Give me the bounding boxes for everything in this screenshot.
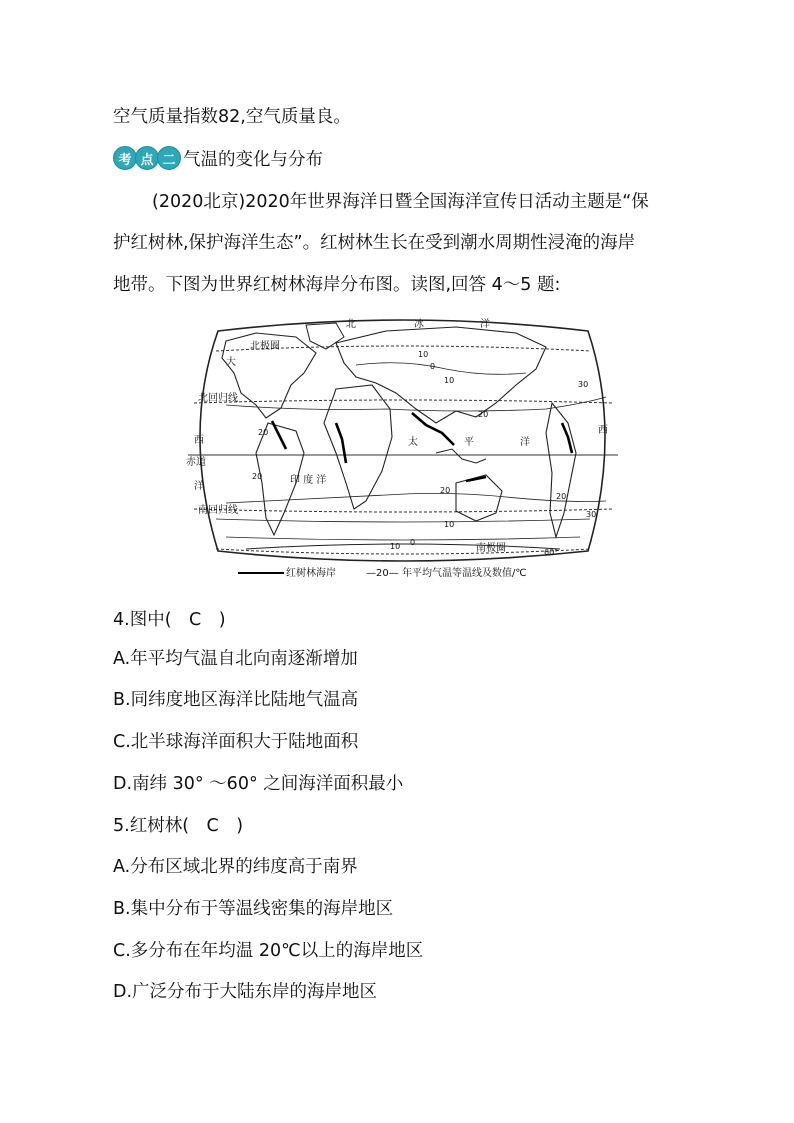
iso-num-s0: 0 bbox=[410, 538, 416, 547]
question-5-stem: 5.红树林( C ) bbox=[113, 816, 244, 836]
badge-char-kao: 考 bbox=[113, 146, 137, 170]
iso-num-n0: 0 bbox=[430, 362, 436, 371]
label-arctic-circle: 北极圈 bbox=[250, 341, 280, 352]
passage-line-3: 地带。下图为世界红树林海岸分布图。读图,回答 4～5 题: bbox=[113, 275, 561, 295]
badge-char-er: 二 bbox=[157, 146, 181, 170]
question-4-option-c: C.北半球海洋面积大于陆地面积 bbox=[113, 732, 359, 752]
label-north-ice-1: 北 bbox=[346, 319, 356, 330]
question-4-stem: 4.图中( C ) bbox=[113, 610, 226, 630]
question-5-option-c: C.多分布在年均温 20℃以上的海岸地区 bbox=[113, 941, 424, 961]
iso-num-s10b: 10 bbox=[390, 542, 401, 551]
legend-isotherm: 年平均气温等温线及数值/℃ bbox=[402, 568, 527, 579]
passage-line-1: (2020北京)2020年世界海洋日暨全国海洋宣传日活动主题是“保 bbox=[152, 192, 649, 212]
question-4-option-a: A.年平均气温自北向南逐渐增加 bbox=[113, 649, 358, 669]
section-heading bbox=[113, 144, 323, 172]
label-north-ice-2: 冰 bbox=[414, 319, 424, 330]
iso-num-n20b: 20 bbox=[258, 428, 269, 437]
question-5-option-d: D.广泛分布于大陆东岸的海岸地区 bbox=[113, 982, 378, 1002]
label-xi-left: 西 bbox=[194, 435, 204, 446]
label-xi-right: 西 bbox=[598, 425, 608, 436]
legend-isotherm-mark: —20— bbox=[366, 568, 399, 579]
label-pacific-3: 洋 bbox=[520, 437, 530, 448]
label-tropic-capricorn: 南回归线 bbox=[198, 505, 238, 516]
passage-line-2: 护红树林,保护海洋生态”。红树林生长在受到潮水周期性浸淹的海岸 bbox=[113, 233, 636, 253]
section-title: 气温的变化与分布 bbox=[183, 149, 323, 170]
label-pacific-1: 太 bbox=[408, 437, 418, 448]
label-north-ice-3: 洋 bbox=[480, 319, 490, 330]
iso-num-s20b: 20 bbox=[440, 486, 451, 495]
question-4-option-b: B.同纬度地区海洋比陆地气温高 bbox=[113, 690, 359, 710]
question-4-option-d: D.南纬 30° ～60° 之间海洋面积最小 bbox=[113, 774, 404, 794]
iso-num-n20a: 20 bbox=[478, 410, 489, 419]
iso-num-s30: 30 bbox=[586, 510, 597, 519]
iso-num-n10a: 10 bbox=[418, 350, 429, 359]
label-antarctic-circle: 南极圈 bbox=[476, 543, 506, 554]
iso-num-s20a: 20 bbox=[252, 472, 263, 481]
iso-num-s60: 60° bbox=[544, 548, 559, 557]
iso-num-s20c: 20 bbox=[556, 492, 567, 501]
label-tropic-cancer: 北回归线 bbox=[198, 393, 238, 404]
label-yang-left: 洋 bbox=[194, 481, 204, 492]
intro-line: 空气质量指数82,空气质量良。 bbox=[113, 107, 351, 127]
label-equator: 赤道 bbox=[186, 457, 206, 468]
label-indian-ocean: 印 度 洋 bbox=[290, 475, 327, 486]
question-5-option-b: B.集中分布于等温线密集的海岸地区 bbox=[113, 899, 394, 919]
label-pacific-2: 平 bbox=[464, 437, 474, 448]
question-5-option-a: A.分布区域北界的纬度高于南界 bbox=[113, 857, 358, 877]
legend-mangrove: 红树林海岸 bbox=[286, 568, 336, 579]
iso-num-s10: 10 bbox=[444, 520, 455, 529]
iso-num-n10b: 10 bbox=[444, 376, 455, 385]
iso-num-n30a: 30 bbox=[578, 380, 589, 389]
badge-char-dian: 点 bbox=[135, 146, 159, 170]
mangrove-world-map bbox=[186, 313, 620, 583]
kaodian-badge bbox=[113, 146, 179, 170]
label-da: 大 bbox=[226, 357, 236, 368]
